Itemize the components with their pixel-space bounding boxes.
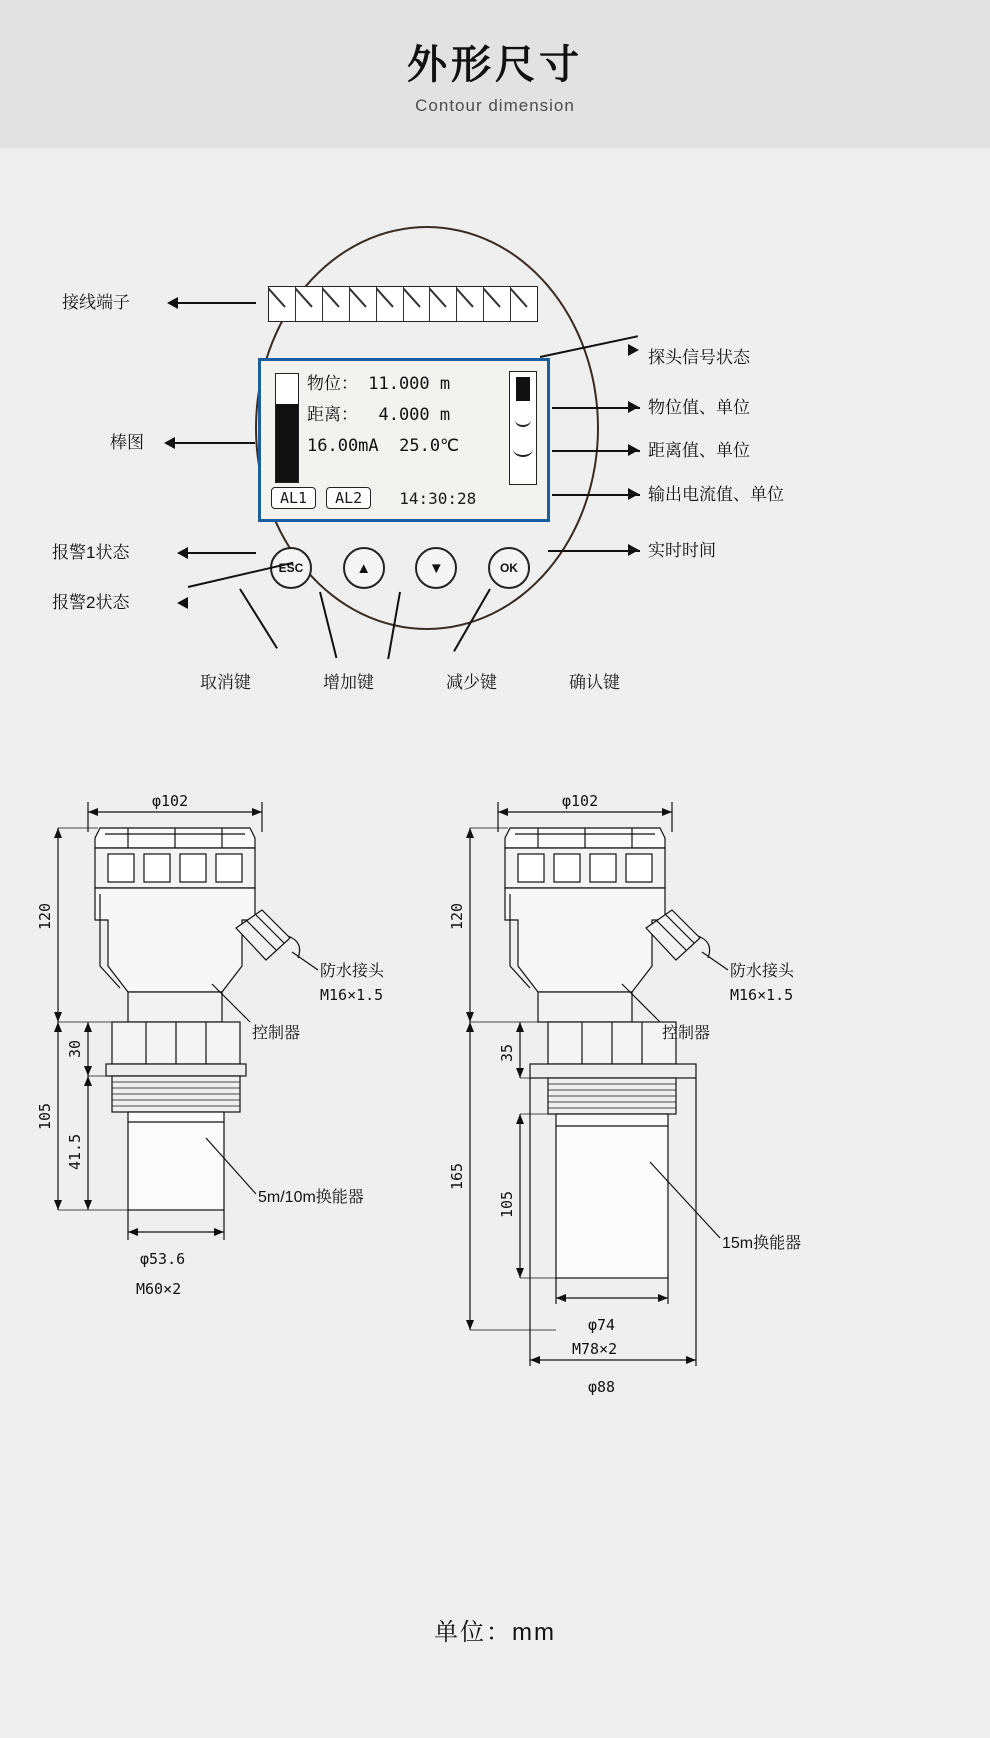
- callout-alarm2-arrow: [177, 597, 188, 609]
- ok-caption: 确认键: [569, 673, 620, 692]
- callout-distance-value-leader: [552, 450, 640, 452]
- left-dim-d53-6: φ53.6: [140, 1250, 186, 1268]
- up-leader: [319, 592, 337, 658]
- callout-clock-leader: [548, 550, 640, 552]
- callout-output-current-label: 输出电流值、单位: [648, 485, 784, 504]
- callout-alarm2-label: 报警2状态: [52, 593, 130, 612]
- right-dim-165: 165: [448, 1162, 466, 1190]
- alarm1-status-badge: AL1: [271, 487, 316, 509]
- callout-bargraph-leader: [175, 442, 255, 444]
- terminal-cell: [323, 287, 350, 321]
- page-subtitle: Contour dimension: [415, 95, 575, 115]
- bar-graph-fill: [276, 404, 298, 482]
- signal-bar-icon: [516, 377, 530, 401]
- right-dim-m78: M78×2: [572, 1340, 618, 1358]
- up-caption: 增加键: [323, 673, 374, 692]
- probe-signal-indicator: [509, 371, 537, 485]
- callout-terminal-arrow: [167, 297, 178, 309]
- key-captions: [200, 668, 620, 693]
- left-label-gland: 防水接头: [320, 963, 385, 980]
- callout-probe-signal-arrow: [628, 344, 639, 356]
- lcd-line-level: 物位： 11.000 m: [307, 374, 451, 394]
- callout-terminal-leader: [178, 302, 256, 304]
- unit-note: 单位：mm: [434, 1619, 556, 1646]
- callout-bargraph-arrow: [164, 437, 175, 449]
- terminal-cell: [430, 287, 457, 321]
- dimension-drawings: [0, 770, 990, 1600]
- callout-output-current-arrow: [628, 488, 639, 500]
- up-button[interactable]: ▲: [343, 547, 385, 589]
- terminal-cell: [404, 287, 431, 321]
- terminal-cell: [350, 287, 377, 321]
- callout-alarm1-label: 报警1状态: [52, 543, 130, 562]
- realtime-clock: 14:30:28: [399, 488, 477, 508]
- callout-level-value-leader: [552, 407, 640, 409]
- left-label-controller: 控制器: [252, 1025, 301, 1042]
- right-label-transducer: 15m换能器: [722, 1235, 802, 1252]
- keypad: [270, 546, 530, 590]
- lcd-display: [258, 358, 550, 522]
- page-title: 外形尺寸: [407, 42, 583, 87]
- right-label-gland: 防水接头: [730, 963, 795, 980]
- esc-button[interactable]: ESC: [270, 547, 312, 589]
- alarm2-status-badge: AL2: [326, 487, 371, 509]
- callout-terminal-label: 接线端子: [62, 293, 130, 312]
- right-dim-d88: φ88: [588, 1378, 616, 1396]
- right-dim-top: φ102: [562, 792, 599, 810]
- callout-bargraph-label: 棒图: [110, 433, 144, 452]
- left-label-gland-spec: M16×1.5: [320, 986, 384, 1004]
- wiring-terminal-block: [268, 286, 538, 322]
- right-dim-35: 35: [498, 1043, 516, 1062]
- lcd-status-row: [271, 485, 537, 511]
- signal-arc-icon: [515, 413, 531, 427]
- terminal-cell: [511, 287, 537, 321]
- bar-graph: [275, 373, 299, 483]
- page-header: [0, 0, 990, 148]
- callout-alarm1-arrow: [177, 547, 188, 559]
- callout-clock-label: 实时时间: [648, 541, 716, 560]
- terminal-cell: [484, 287, 511, 321]
- lcd-line-current-temp: 16.00mA 25.0℃: [307, 436, 460, 456]
- right-dim-105: 105: [498, 1190, 516, 1218]
- left-label-transducer: 5m/10m换能器: [258, 1189, 364, 1206]
- callout-distance-value-arrow: [628, 444, 639, 456]
- terminal-cell: [457, 287, 484, 321]
- callout-level-value-arrow: [628, 401, 639, 413]
- right-label-controller: 控制器: [662, 1025, 711, 1042]
- panel-diagram: [0, 148, 990, 768]
- right-dim-d74: φ74: [588, 1316, 616, 1334]
- callout-alarm1-leader: [188, 552, 256, 554]
- right-label-gland-spec: M16×1.5: [730, 986, 794, 1004]
- left-dim-30: 30: [66, 1039, 84, 1058]
- left-dim-105: 105: [36, 1102, 54, 1130]
- callout-level-value-label: 物位值、单位: [648, 398, 750, 417]
- right-dim-120: 120: [448, 902, 466, 930]
- esc-caption: 取消键: [200, 673, 251, 692]
- esc-leader: [239, 588, 278, 648]
- lcd-line-distance: 距离： 4.000 m: [307, 405, 451, 425]
- down-button[interactable]: ▼: [415, 547, 457, 589]
- left-dim-41-5: 41.5: [66, 1133, 84, 1170]
- left-dim-120: 120: [36, 902, 54, 930]
- lcd-text-lines: [307, 369, 485, 462]
- terminal-cell: [377, 287, 404, 321]
- callout-clock-arrow: [628, 544, 639, 556]
- left-dim-m60: M60×2: [136, 1280, 182, 1298]
- callout-distance-value-label: 距离值、单位: [648, 441, 750, 460]
- left-dim-top: φ102: [152, 792, 189, 810]
- ok-button[interactable]: OK: [488, 547, 530, 589]
- terminal-cell: [269, 287, 296, 321]
- down-caption: 减少键: [446, 673, 497, 692]
- callout-probe-signal-label: 探头信号状态: [648, 348, 750, 367]
- signal-arc-icon: [513, 441, 533, 457]
- callout-output-current-leader: [552, 494, 640, 496]
- terminal-cell: [296, 287, 323, 321]
